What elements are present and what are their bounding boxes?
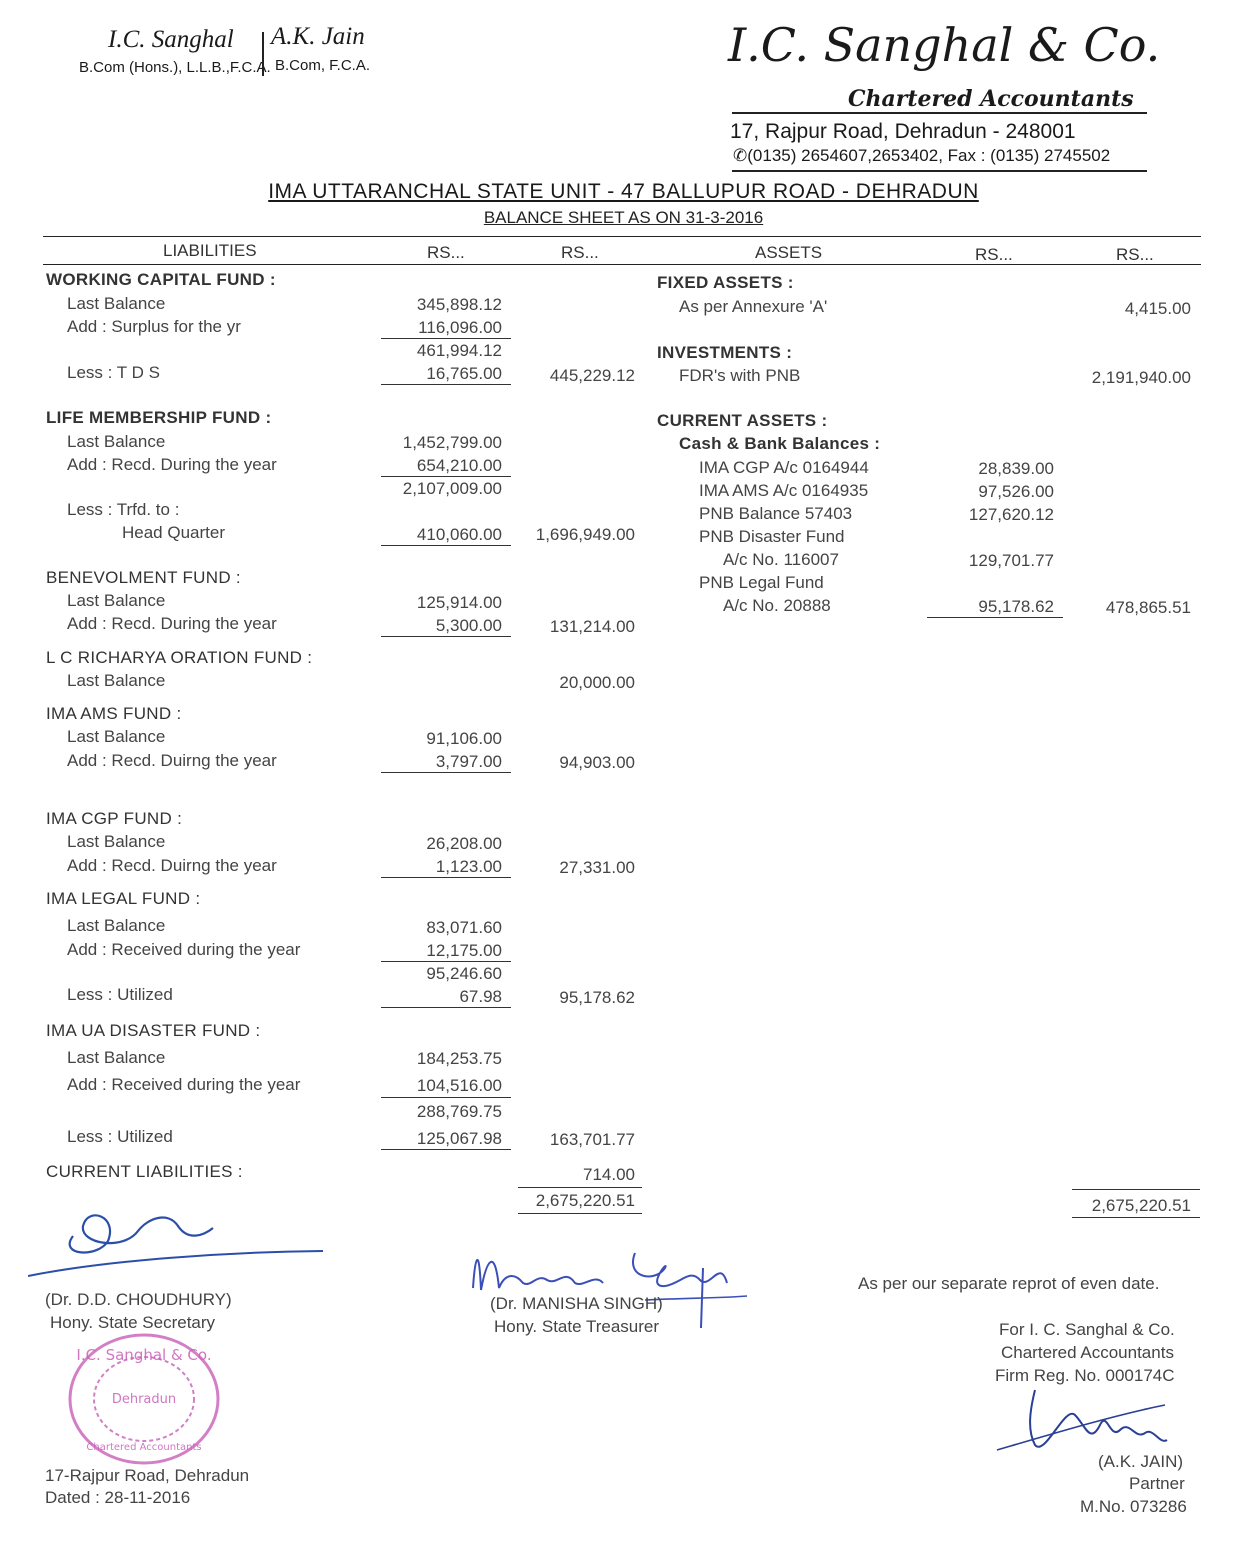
treasurer-name: (Dr. MANISHA SINGH) bbox=[490, 1294, 663, 1313]
legal-last-value: 83,071.60 bbox=[426, 918, 502, 937]
cgp-total: 27,331.00 bbox=[559, 858, 635, 877]
disaster-last-label: Last Balance bbox=[67, 1048, 166, 1067]
cash-bank-underline bbox=[927, 617, 1063, 618]
lcr-total: 20,000.00 bbox=[559, 673, 635, 692]
cgp-add-value: 1,123.00 bbox=[435, 857, 502, 876]
current-liabilities-total: 714.00 bbox=[583, 1165, 635, 1184]
col-assets: ASSETS bbox=[755, 243, 823, 262]
document-title: IMA UTTARANCHAL STATE UNIT - 47 BALLUPUR ROAD - DEHRADUN bbox=[268, 180, 979, 203]
wcf-less-underline bbox=[381, 384, 511, 385]
asset-disaster-value: 129,701.77 bbox=[968, 551, 1054, 570]
cgp-last-label: Last Balance bbox=[67, 832, 166, 851]
partner2-qualifications: B.Com, F.C.A. bbox=[275, 57, 371, 74]
secretary-name: (Dr. D.D. CHOUDHURY) bbox=[45, 1290, 232, 1309]
legal-add-underline bbox=[381, 961, 511, 962]
disaster-add-underline bbox=[381, 1097, 511, 1098]
legal-total: 95,178.62 bbox=[559, 988, 635, 1007]
col-rs-3: RS... bbox=[975, 245, 1013, 264]
asset-cgp-label: IMA CGP A/c 0164944 bbox=[699, 458, 869, 477]
firm-phone: ✆(0135) 2654607,2653402, Fax : (0135) 2745502 bbox=[733, 146, 1111, 165]
cgp-last-value: 26,208.00 bbox=[426, 834, 502, 853]
cash-bank-title: Cash & Bank Balances : bbox=[679, 434, 881, 453]
fixed-assets-title: FIXED ASSETS : bbox=[657, 273, 794, 292]
legal-less-underline bbox=[381, 1007, 511, 1008]
disaster-less-label: Less : Utilized bbox=[67, 1127, 173, 1146]
wcf-last-label: Last Balance bbox=[67, 294, 166, 313]
col-liabilities: LIABILITIES bbox=[163, 241, 257, 260]
stamp-bottom-text: Chartered Accountants bbox=[86, 1442, 202, 1453]
asset-disaster-label: PNB Disaster Fund bbox=[699, 527, 845, 546]
wcf-add-underline bbox=[381, 338, 511, 339]
ams-add-label: Add : Recd. Duirng the year bbox=[67, 751, 277, 770]
cgp-add-underline bbox=[381, 877, 511, 878]
partner1-qualifications: B.Com (Hons.), L.L.B.,F.C.A. bbox=[79, 59, 271, 76]
bf-last-value: 125,914.00 bbox=[416, 593, 502, 612]
col-rs-1: RS... bbox=[427, 243, 465, 262]
bf-last-label: Last Balance bbox=[67, 591, 166, 610]
lmf-title: LIFE MEMBERSHIP FUND : bbox=[46, 408, 272, 427]
header-bottom-rule bbox=[43, 264, 1201, 265]
phone-rule bbox=[732, 170, 1147, 172]
bf-add-underline bbox=[381, 636, 511, 637]
disaster-less-value: 125,067.98 bbox=[416, 1129, 502, 1148]
legal-last-label: Last Balance bbox=[67, 916, 166, 935]
wcf-add-label: Add : Surplus for the yr bbox=[67, 317, 241, 336]
partner2-name: A.K. Jain bbox=[271, 23, 365, 50]
wcf-title: WORKING CAPITAL FUND : bbox=[46, 270, 276, 289]
disaster-title: IMA UA DISASTER FUND : bbox=[46, 1021, 261, 1040]
lmf-less-value: 410,060.00 bbox=[416, 525, 502, 544]
wcf-add-value: 116,096.00 bbox=[418, 318, 502, 337]
investments-label: FDR's with PNB bbox=[679, 366, 801, 385]
table-top-rule bbox=[43, 236, 1201, 237]
wcf-total: 445,229.12 bbox=[549, 366, 635, 385]
cgp-add-label: Add : Recd. Duirng the year bbox=[67, 856, 277, 875]
partner-role: Partner bbox=[1129, 1474, 1185, 1493]
firm-chartered: Chartered Accountants bbox=[1001, 1343, 1174, 1362]
secretary-signature bbox=[28, 1196, 328, 1286]
col-rs-2: RS... bbox=[561, 243, 599, 262]
firm-subtitle: Chartered Accountants bbox=[848, 86, 1134, 112]
investments-value: 2,191,940.00 bbox=[1091, 368, 1191, 387]
place: 17-Rajpur Road, Dehradun bbox=[45, 1466, 250, 1485]
partner-name: (A.K. JAIN) bbox=[1098, 1452, 1184, 1471]
stamp-top-text: I.C. Sanghal & Co. bbox=[76, 1346, 212, 1364]
for-firm: For I. C. Sanghal & Co. bbox=[999, 1320, 1175, 1339]
legal-title: IMA LEGAL FUND : bbox=[46, 889, 201, 908]
asset-cgp-value: 28,839.00 bbox=[978, 459, 1054, 478]
bf-add-value: 5,300.00 bbox=[435, 616, 502, 635]
letterhead-divider bbox=[262, 32, 264, 76]
fixed-assets-value: 4,415.00 bbox=[1124, 299, 1191, 318]
wcf-sub-value: 461,994.12 bbox=[416, 341, 502, 360]
disaster-last-value: 184,253.75 bbox=[416, 1049, 502, 1068]
wcf-last-value: 345,898.12 bbox=[416, 295, 502, 314]
treasurer-role: Hony. State Treasurer bbox=[494, 1317, 660, 1336]
current-liabilities-title: CURRENT LIABILITIES : bbox=[46, 1162, 243, 1181]
assets-grand-total: 2,675,220.51 bbox=[1091, 1196, 1191, 1215]
disaster-add-label: Add : Received during the year bbox=[67, 1075, 301, 1094]
ams-last-label: Last Balance bbox=[67, 727, 166, 746]
firm-name: I.C. Sanghal & Co. bbox=[728, 18, 1161, 72]
lmf-less-underline bbox=[381, 545, 511, 546]
membership-number: M.No. 073286 bbox=[1080, 1497, 1187, 1516]
asset-pnb-label: PNB Balance 57403 bbox=[699, 504, 853, 523]
wcf-less-label: Less : T D S bbox=[67, 363, 160, 382]
ams-add-value: 3,797.00 bbox=[435, 752, 502, 771]
liabilities-total-top-rule bbox=[518, 1187, 642, 1188]
lmf-less-label-2: Head Quarter bbox=[122, 523, 225, 542]
report-note: As per our separate reprot of even date. bbox=[858, 1274, 1160, 1293]
current-assets-title: CURRENT ASSETS : bbox=[657, 411, 828, 430]
ams-last-value: 91,106.00 bbox=[426, 729, 502, 748]
secretary-role: Hony. State Secretary bbox=[50, 1313, 216, 1332]
stamp-mid-text: Dehradun bbox=[111, 1392, 177, 1407]
lmf-total: 1,696,949.00 bbox=[535, 525, 635, 544]
asset-pnb-value: 127,620.12 bbox=[968, 505, 1054, 524]
lmf-last-label: Last Balance bbox=[67, 432, 166, 451]
bf-title: BENEVOLMENT FUND : bbox=[46, 568, 241, 587]
disaster-less-underline bbox=[381, 1149, 511, 1150]
ams-total: 94,903.00 bbox=[559, 753, 635, 772]
disaster-total: 163,701.77 bbox=[549, 1130, 635, 1149]
firm-address: 17, Rajpur Road, Dehradun - 248001 bbox=[730, 120, 1076, 143]
ams-add-underline bbox=[381, 772, 511, 773]
legal-less-label: Less : Utilized bbox=[67, 985, 173, 1004]
asset-ams-label: IMA AMS A/c 0164935 bbox=[699, 481, 869, 500]
lcr-last-label: Last Balance bbox=[67, 671, 166, 690]
lmf-less-label: Less : Trfd. to : bbox=[67, 500, 180, 519]
lmf-last-value: 1,452,799.00 bbox=[402, 433, 502, 452]
asset-ams-value: 97,526.00 bbox=[978, 482, 1054, 501]
asset-disaster-label-2: A/c No. 116007 bbox=[723, 550, 839, 569]
disaster-add-value: 104,516.00 bbox=[416, 1076, 502, 1095]
assets-total-bottom-rule bbox=[1072, 1217, 1200, 1218]
dated: Dated : 28-11-2016 bbox=[45, 1488, 191, 1507]
cgp-title: IMA CGP FUND : bbox=[46, 809, 183, 828]
asset-legal-label: PNB Legal Fund bbox=[699, 573, 824, 592]
legal-add-label: Add : Received during the year bbox=[67, 940, 301, 959]
assets-total-top-rule bbox=[1072, 1189, 1200, 1190]
document-subtitle: BALANCE SHEET AS ON 31-3-2016 bbox=[483, 208, 764, 227]
liabilities-grand-total: 2,675,220.51 bbox=[535, 1191, 635, 1210]
legal-add-value: 12,175.00 bbox=[426, 941, 502, 960]
ams-title: IMA AMS FUND : bbox=[46, 704, 182, 723]
firm-registration: Firm Reg. No. 000174C bbox=[995, 1366, 1175, 1385]
liabilities-total-bottom-rule bbox=[518, 1213, 642, 1214]
lmf-add-underline bbox=[381, 476, 511, 477]
legal-less-value: 67.98 bbox=[459, 987, 502, 1006]
disaster-sub-value: 288,769.75 bbox=[416, 1102, 502, 1121]
asset-legal-label-2: A/c No. 20888 bbox=[723, 596, 831, 615]
lcr-title: L C RICHARYA ORATION FUND : bbox=[46, 648, 313, 667]
lmf-sub-value: 2,107,009.00 bbox=[402, 479, 502, 498]
firm-rule bbox=[732, 112, 1147, 114]
lmf-add-label: Add : Recd. During the year bbox=[67, 455, 277, 474]
partner1-name: I.C. Sanghal bbox=[108, 26, 234, 53]
firm-stamp bbox=[66, 1330, 222, 1468]
asset-legal-value: 95,178.62 bbox=[978, 597, 1054, 616]
fixed-assets-label: As per Annexure 'A' bbox=[679, 297, 828, 316]
current-assets-total: 478,865.51 bbox=[1105, 598, 1191, 617]
col-rs-4: RS... bbox=[1116, 245, 1154, 264]
wcf-less-value: 16,765.00 bbox=[426, 364, 502, 383]
legal-sub-value: 95,246.60 bbox=[426, 964, 502, 983]
lmf-add-value: 654,210.00 bbox=[416, 456, 502, 475]
bf-add-label: Add : Recd. During the year bbox=[67, 614, 277, 633]
investments-title: INVESTMENTS : bbox=[657, 343, 793, 362]
bf-total: 131,214.00 bbox=[549, 617, 635, 636]
phone-icon: ✆ bbox=[733, 146, 748, 165]
